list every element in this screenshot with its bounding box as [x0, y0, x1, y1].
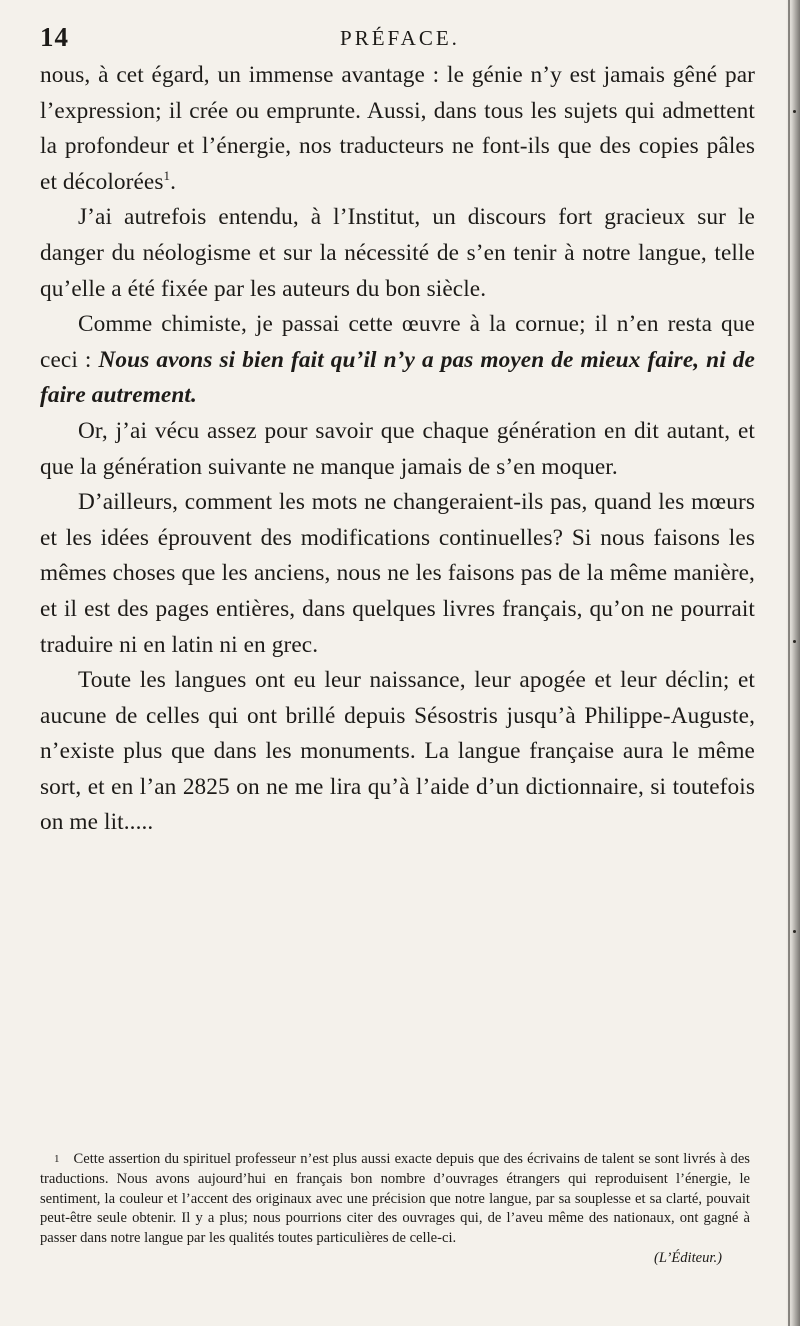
italic-quotation: Nous avons si bien fait qu’il n’y a pas moyen de mieux faire, ni de faire autrement.: [40, 346, 755, 409]
running-title: PRÉFACE.: [340, 26, 460, 50]
paragraph: [40, 58, 755, 200]
footnote-reference: 1: [163, 168, 171, 184]
page-edge-line: [788, 0, 790, 1326]
page-header: [40, 18, 760, 58]
paragraph-text: nous, à cet égard, un immense avantage : le génie n’y est jamais gêné par l’expression; il crée ou emprunte. Aussi, dans tous les sujets qui admettent la profondeur et l’énergie, nos traducteurs ne font-ils que des copies pâles et décolorées: [40, 62, 755, 195]
footnote-signature: (L’Éditeur.): [654, 1249, 722, 1266]
footnote-text: Cette assertion du spirituel professeur n’est plus aussi exacte depuis que des écrivains de talent se sont livrés à des traductions. Nous avons aujourd’hui en français bon nombre d’ouvrages étrangers qui reproduisent l’énergie, le sentiment, la couleur et l’accent des originaux avec une précision que notre langue, par sa souplesse et sa clarté, pouvait peut-être seule obtenir. Il y a plus; nous pourrions citer des ouvrages qui, de l’aveu même des nationaux, ont gagné à passer dans notre langue par les qualités toutes particulières de celle-ci.: [40, 1151, 750, 1247]
paragraph: Toute les langues ont eu leur naissance, leur apogée et leur déclin; et aucune de celles qui ont brillé depuis Sésostris jusqu’à Philippe-Auguste, n’existe plus que dans les monuments. La langue française aura le même sort, et en l’an 2825 on ne me lira qu’à l’aide d’un dictionnaire, si toutefois on me lit.....: [40, 667, 755, 836]
paragraph: Or, j’ai vécu assez pour savoir que chaque génération en dit autant, et que la génération suivante ne manque jamais de s’en moquer.: [40, 417, 755, 480]
paragraph: [40, 307, 755, 414]
paragraph-text: Comme chimiste, je passai cette œuvre à la cornue; il n’en resta que ceci :: [40, 311, 755, 373]
footnote: [40, 1150, 750, 1249]
main-text: [40, 58, 755, 841]
edge-speck: [793, 930, 796, 933]
footnote-block: [40, 1150, 750, 1269]
paragraph-text-end: .: [170, 168, 177, 195]
footnote-marker: 1: [54, 1153, 60, 1165]
edge-speck: [793, 110, 796, 113]
page-number: 14: [40, 22, 69, 52]
paragraph: D’ailleurs, comment les mots ne changeraient-ils pas, quand les mœurs et les idées éprouvent des modifications continuelles? Si nous faisons les mêmes choses que les anciens, nous ne les faisons pas de la même manière, et il est des pages entières, dans quelques livres français, qu’on ne pourrait traduire ni en latin ni en grec.: [40, 489, 755, 658]
paragraph: J’ai autrefois entendu, à l’Institut, un discours fort gracieux sur le danger du néologisme et sur la nécessité de s’en tenir à notre langue, telle qu’elle a été fixée par les auteurs du bon siècle.: [40, 204, 755, 302]
edge-speck: [793, 640, 796, 643]
